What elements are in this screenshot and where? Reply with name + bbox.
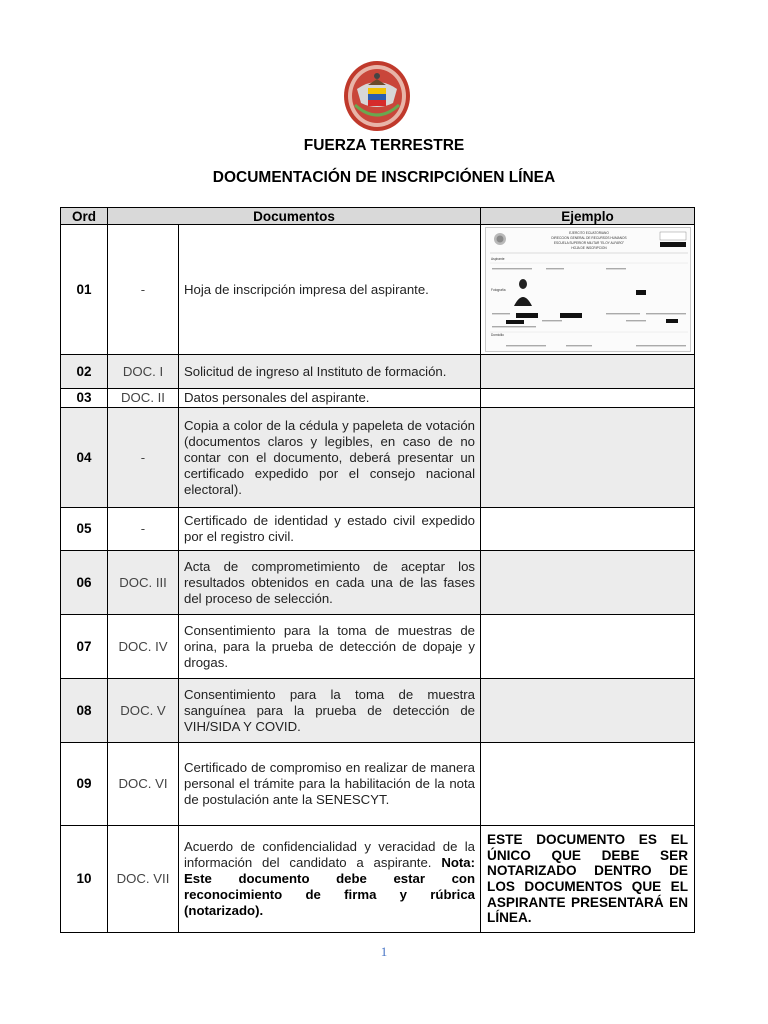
row-description: Datos personales del aspirante. [179,389,481,408]
row-code: DOC. I [108,355,179,389]
row-ord: 08 [61,679,108,743]
row-ord: 06 [61,551,108,615]
row-code: - [108,225,179,355]
row-description: Consentimiento para la toma de muestras de orina, para la prueba de detección de dopaje y drogas. [179,615,481,679]
row-code: DOC. VI [108,743,179,826]
thumb-org-line4: HOJA DE INSCRIPCION [570,246,607,250]
table-row [61,355,695,389]
row-example [481,551,695,615]
table-row [61,225,695,355]
row-example [481,679,695,743]
column-header-documentos: Documentos [108,208,481,225]
row-code: DOC. IV [108,615,179,679]
row-description [179,826,481,933]
table-header-row [61,208,695,225]
row-code: - [108,408,179,508]
row-example [481,743,695,826]
table-row [61,408,695,508]
page-number: 1 [380,944,388,959]
row-ord: 02 [61,355,108,389]
document-subtitle: DOCUMENTACIÓN DE INSCRIPCIÓNEN LÍNEA [212,169,556,186]
row-ord: 03 [61,389,108,408]
table-row [61,615,695,679]
row-ord: 05 [61,508,108,551]
thumb-photo-label: Fotografía [490,288,506,292]
table-row [61,551,695,615]
table-row [61,826,695,933]
table-row [61,743,695,826]
row-code: DOC. V [108,679,179,743]
row-ord: 09 [61,743,108,826]
row-code: DOC. VII [108,826,179,933]
row-description: Certificado de identidad y estado civil expedido por el registro civil. [179,508,481,551]
thumb-org-line1: EJERCITO ECUATORIANO [568,231,609,235]
row-description: Hoja de inscripción impresa del aspirante. [179,225,481,355]
row-example [481,389,695,408]
row-code: DOC. III [108,551,179,615]
thumb-section-label: Aspirante [490,257,504,261]
row-example [481,508,695,551]
notarization-notice: ESTE DOCUMENTO ES EL ÚNICO QUE DEBE SER NOTARIZADO DENTRO DE LOS DOCUMENTOS QUE EL ASPIRANTE PRESENTARÁ EN LÍNEA. [481,826,695,933]
row-description: Solicitud de ingreso al Instituto de formación. [179,355,481,389]
thumb-org-line2: DIRECCION GENERAL DE RECURSOS HUMANOS [550,236,627,240]
row-example [481,355,695,389]
row-ord: 10 [61,826,108,933]
row-description: Acta de comprometimiento de aceptar los resultados obtenidos en cada una de las fases del proceso de selección. [179,551,481,615]
row-ord: 01 [61,225,108,355]
row-example [481,408,695,508]
row-ord: 07 [61,615,108,679]
row-example [481,225,695,355]
fuerza-terrestre-logo [343,59,411,133]
row-code: DOC. II [108,389,179,408]
column-header-ejemplo: Ejemplo [481,208,695,225]
row-description: Copia a color de la cédula y papeleta de votación (documentos claros y legibles, en caso de no contar con el documento, deberá presentar un certificado expedido por el consejo nacional electoral). [179,408,481,508]
row-example [481,615,695,679]
row-code: - [108,508,179,551]
column-header-ord: Ord [61,208,108,225]
thumb-org-line3: ESCUELA SUPERIOR MILITAR "ELOY ALFARO" [553,241,624,245]
row-description-text: Acuerdo de confidencialidad y veracidad de la información del candidato a aspirante. [184,839,476,870]
notarization-note: Nota: Este documento debe estar con reconocimiento de firma y rúbrica (notarizado). [184,855,476,918]
inscription-sheet-thumbnail [485,227,691,352]
row-description: Consentimiento para la toma de muestra sanguínea para la prueba de detección de VIH/SIDA Y COVID. [179,679,481,743]
thumb-footer-label: Domicilio [490,333,504,337]
table-row [61,508,695,551]
table-row [61,389,695,408]
documents-table [60,207,695,933]
document-title: FUERZA TERRESTRE [303,137,465,154]
table-row [61,679,695,743]
row-description: Certificado de compromiso en realizar de manera personal el trámite para la habilitación de la nota de postulación ante la SENESCYT. [179,743,481,826]
row-ord: 04 [61,408,108,508]
